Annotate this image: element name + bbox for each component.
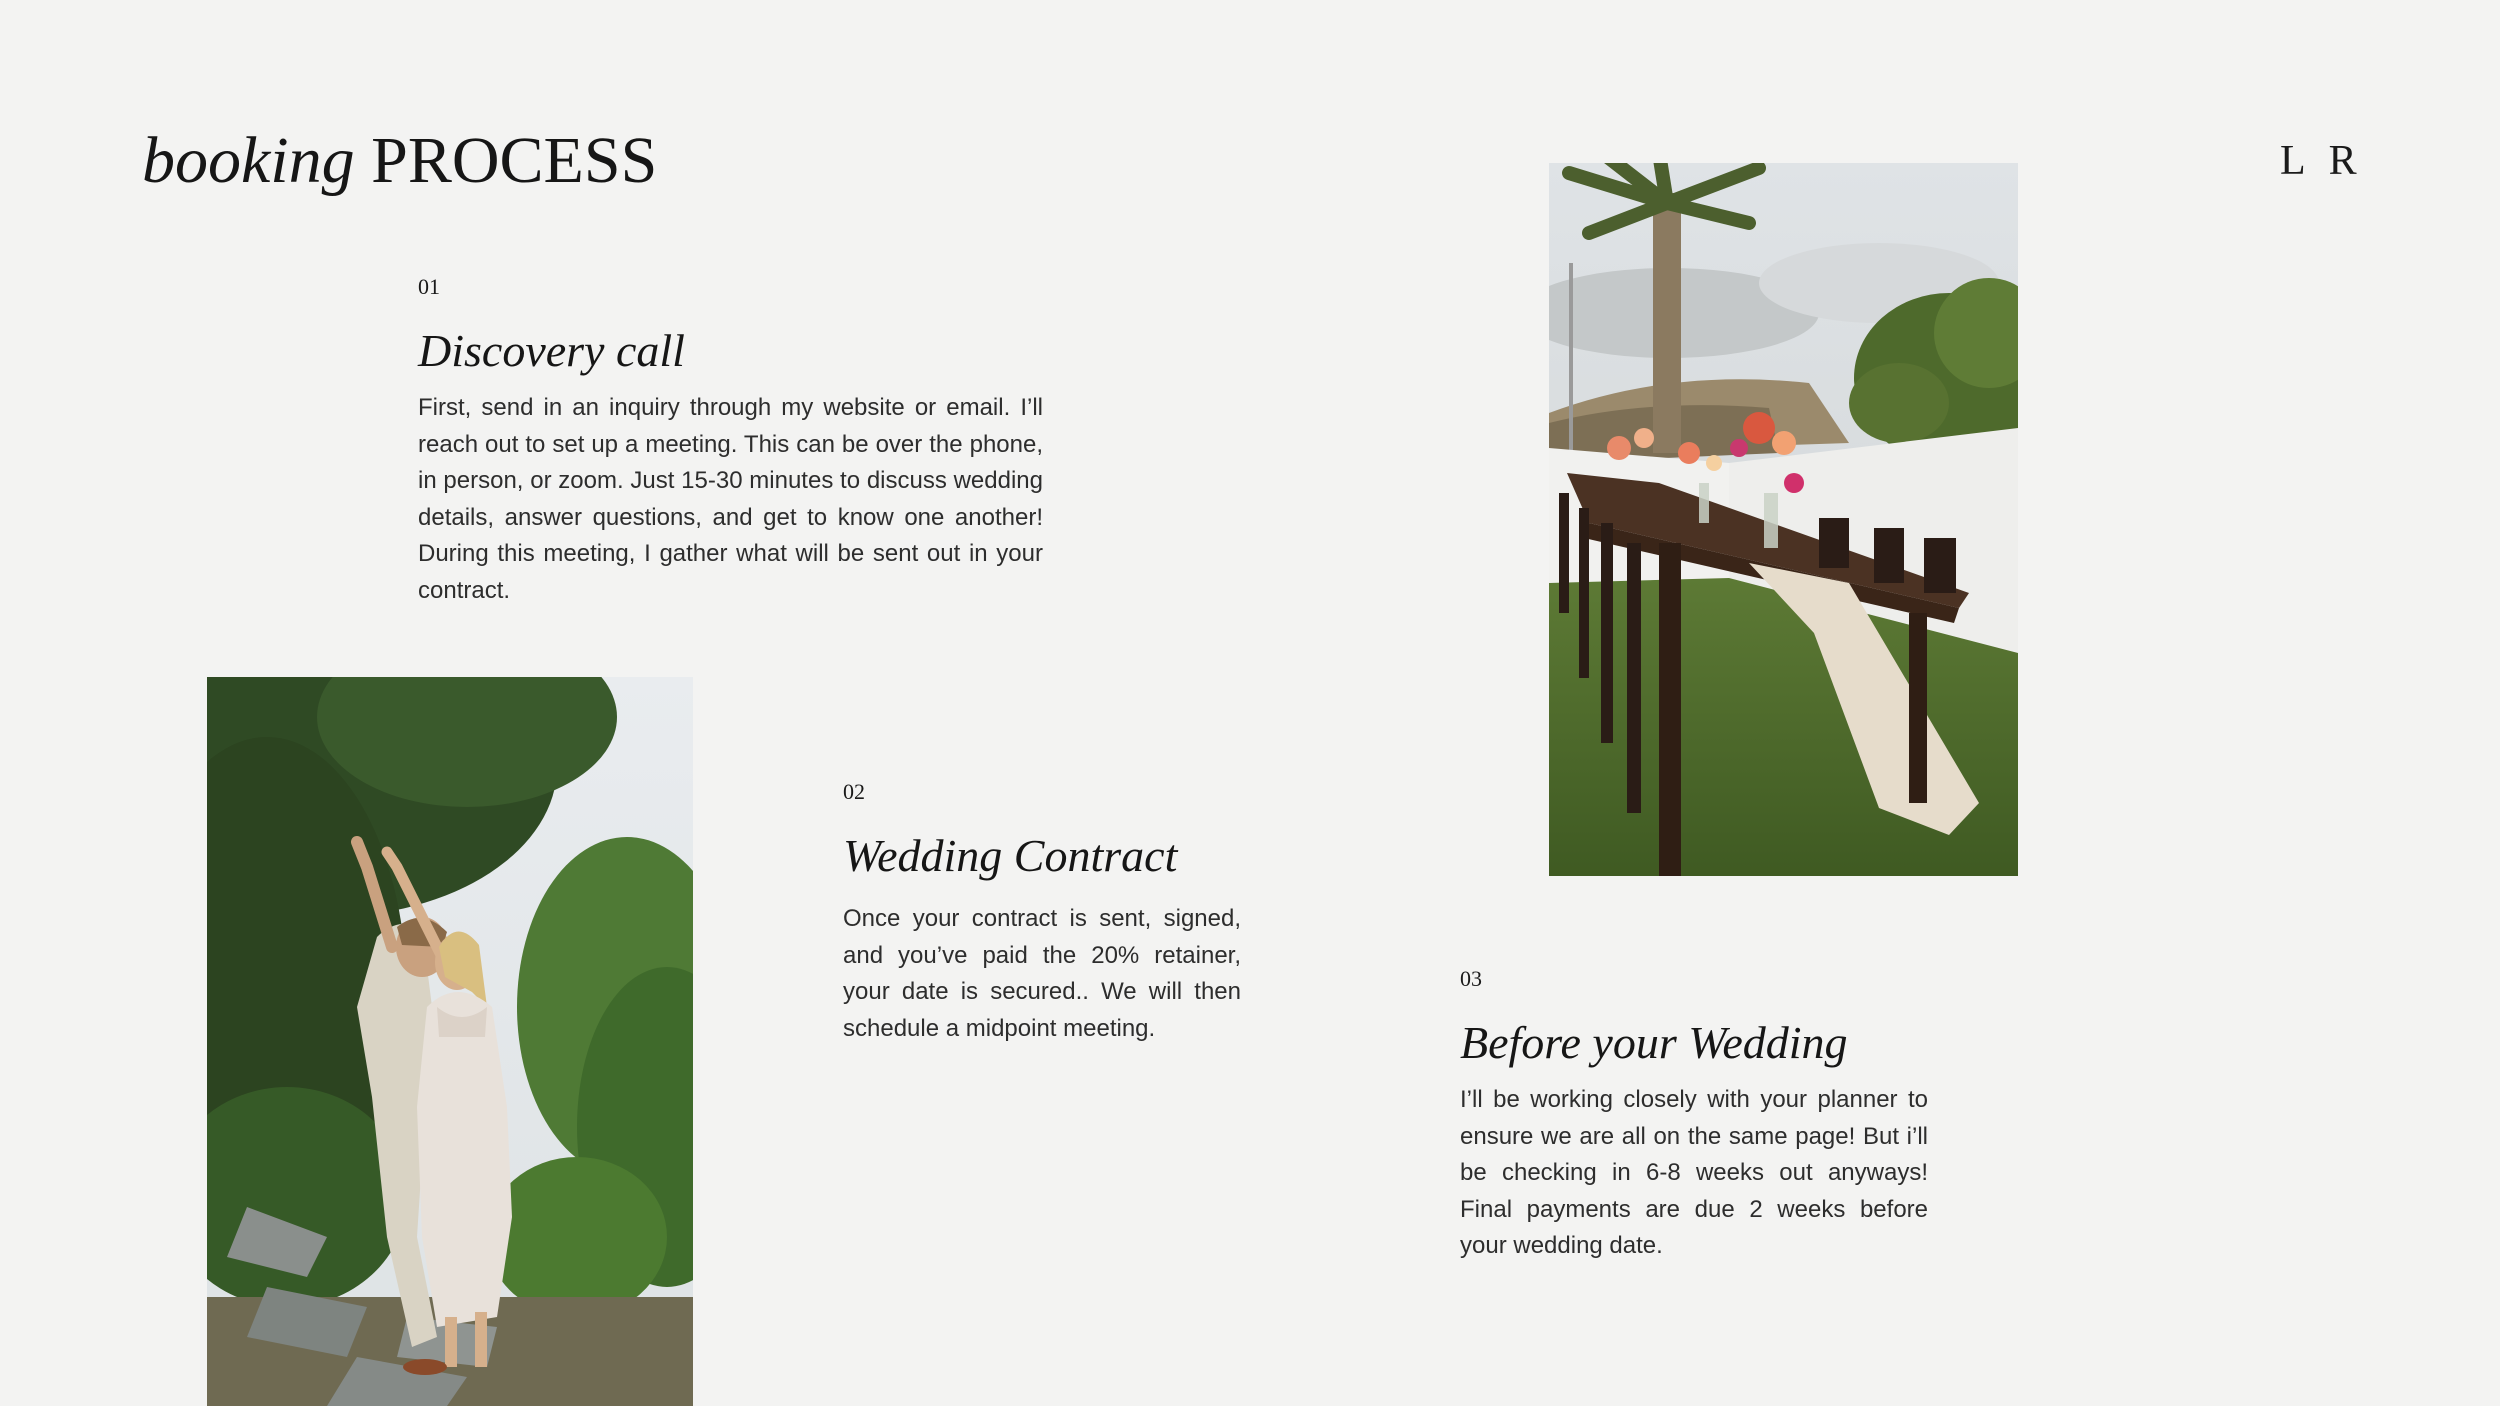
step-discovery-call [418, 276, 1043, 609]
page-title-italic: booking [142, 124, 355, 197]
monogram-logo: L R [2280, 138, 2357, 184]
couple-photo [207, 677, 693, 1406]
step-description: First, send in an inquiry through my website or email. I’ll reach out to set up a meeting. This can be over the phone, in person, or zoom. Just 15-30 minutes to discuss wedding details, answer questions, and get to know one another! During this meeting, I gather what will be sent out in your contract. [418, 394, 1043, 604]
page-title [142, 124, 658, 197]
step-wedding-contract [843, 781, 1241, 1047]
step-title: Before your Wedding [1460, 1017, 1848, 1068]
step-description: Once your contract is sent, signed, and you’ve paid the 20% retainer, your date is secured.. We will then schedule a midpoint meeting. [843, 905, 1241, 1042]
step-before-your-wedding [1460, 968, 1928, 1265]
wedding-table-illustration [1549, 163, 2018, 876]
step-number: 02 [843, 779, 865, 804]
step-title: Wedding Contract [843, 830, 1178, 881]
wedding-table-photo [1549, 163, 2018, 876]
page-title-caps: PROCESS [371, 124, 658, 197]
couple-illustration [207, 677, 693, 1406]
step-number: 03 [1460, 966, 1482, 991]
step-title: Discovery call [418, 325, 685, 376]
step-number: 01 [418, 274, 440, 299]
step-description: I’ll be working closely with your planner to ensure we are all on the same page! But i’ll be checking in 6-8 weeks out anyways! Final payments are due 2 weeks before your wedding date. [1460, 1086, 1928, 1259]
